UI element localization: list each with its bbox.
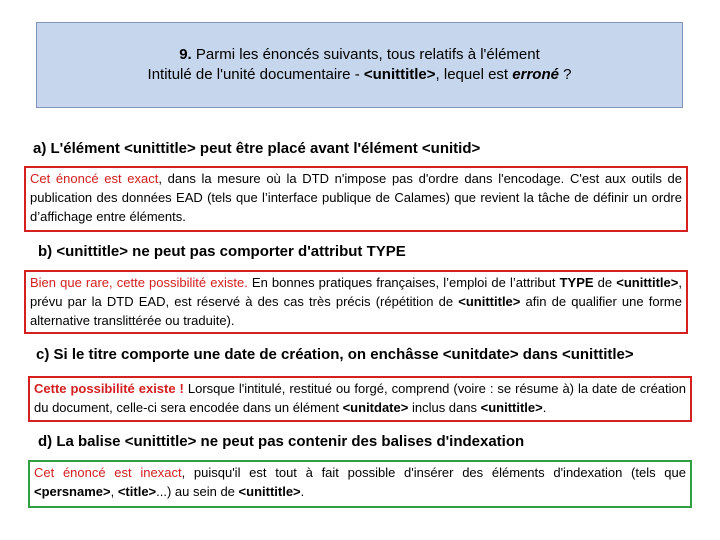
answer-b-keyword-2: <unittitle> (616, 275, 679, 290)
statement-a: a) L'élément <unittitle> peut être placé avant l'élément <unitid> (33, 140, 481, 157)
answer-b-lead: Bien que rare, cette possibilité existe. (30, 275, 248, 290)
answer-d (28, 460, 692, 508)
question-line2-mid: , lequel est (435, 66, 513, 83)
answer-c-text-1: Lorsque l'intitulé, restitué ou forgé, comprend (voire : se résume à) la date de création du document, celle-ci sera encodée dans un élément (34, 381, 686, 415)
question-code: <unittitle> (363, 66, 436, 83)
question-box (36, 22, 683, 108)
answer-d-text-1: , puisqu'il est tout à fait possible d'insérer des éléments d'indexation (tels que (181, 465, 686, 480)
answer-a-text: , dans la mesure où la DTD n'impose pas d'ordre dans l'encodage. C'est aux outils de publication des données EAD (tels que l’interface publique de Calames) que revient la tâche de définir un ordre d’affichage entre éléments. (30, 171, 682, 224)
question-line2-end: ? (558, 66, 572, 83)
answer-a (24, 166, 688, 232)
answer-d-keyword-1: <persname> (34, 484, 111, 499)
question-line-2 (148, 65, 572, 85)
question-line-1 (179, 45, 540, 65)
answer-b-text-1: En bonnes pratiques françaises, l’emploi de l’attribut (247, 275, 560, 290)
statement-c: c) Si le titre comporte une date de création, on enchâsse <unitdate> dans <unittitle> (36, 346, 634, 363)
answer-a-lead: Cet énoncé est exact (30, 171, 159, 186)
question-number: 9. (179, 46, 192, 63)
answer-c-text-2: inclus dans (408, 400, 481, 415)
answer-b-keyword-3: <unittitle> (458, 294, 521, 309)
answer-d-text-3: ...) au sein de (156, 484, 239, 499)
answer-b-text-4: afin de qualifier une forme alternative translittérée ou traduite). (30, 294, 682, 328)
answer-d-keyword-3: <unittitle> (238, 484, 301, 499)
answer-d-text-2: , (110, 484, 118, 499)
answer-d-lead: Cet énoncé est inexact (34, 465, 182, 480)
answer-c-text-3: . (542, 400, 547, 415)
answer-d-keyword-2: <title> (117, 484, 157, 499)
answer-c (28, 376, 692, 422)
statement-d: d) La balise <unittitle> ne peut pas contenir des balises d'indexation (38, 433, 525, 450)
statement-b: b) <unittitle> ne peut pas comporter d'attribut TYPE (38, 243, 406, 260)
answer-d-text-4: . (300, 484, 305, 499)
answer-c-keyword-1: <unitdate> (342, 400, 409, 415)
question-emphasis: erroné (512, 66, 559, 83)
question-line2-pre: Intitulé de l'unité documentaire - (147, 66, 364, 83)
answer-c-lead: Cette possibilité existe ! (34, 381, 184, 396)
answer-c-keyword-2: <unittitle> (480, 400, 543, 415)
question-line1-text: Parmi les énoncés suivants, tous relatifs à l'élément (195, 46, 540, 63)
answer-b-text-3: , prévu par la DTD EAD, est réservé à des cas très précis (répétition de (30, 275, 682, 309)
answer-b-text-2: de (593, 275, 617, 290)
answer-b (24, 270, 688, 334)
answer-b-keyword-1: TYPE (559, 275, 594, 290)
